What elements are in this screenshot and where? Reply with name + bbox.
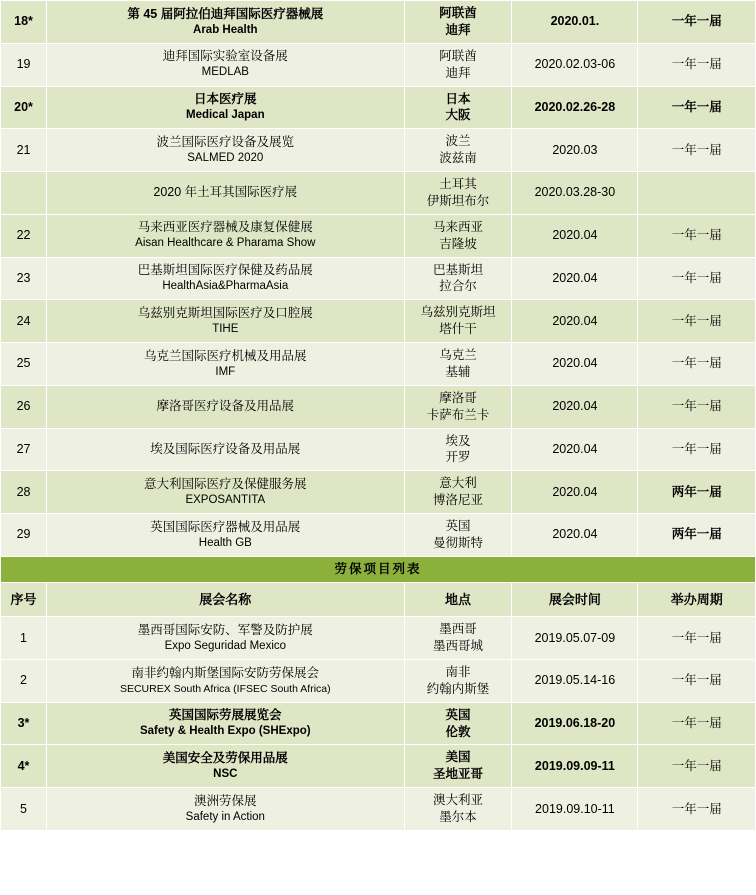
row-number: 28 [1,471,47,514]
exhibition-place: 马来西亚 吉隆坡 [404,214,512,257]
exhibition-date: 2020.04 [512,385,638,428]
exhibition-cycle: 一年一届 [638,214,756,257]
exhibition-name: 乌兹别克斯坦国际医疗及口腔展 TIHE [47,300,405,343]
row-number: 4* [1,745,47,788]
exhibition-place: 英国 伦敦 [404,702,512,745]
row-number: 23 [1,257,47,300]
exhibition-name: 英国国际医疗器械及用品展 Health GB [47,514,405,557]
row-number: 3* [1,702,47,745]
exhibition-cycle: 一年一届 [638,129,756,172]
exhibition-name: 第 45 届阿拉伯迪拜国际医疗器械展 Arab Health [47,1,405,44]
exhibition-name: 巴基斯坦国际医疗保健及药品展 HealthAsia&PharmaAsia [47,257,405,300]
exhibition-place: 日本 大阪 [404,86,512,129]
exhibition-date: 2019.05.07-09 [512,617,638,660]
table-row [1,129,756,172]
exhibition-date: 2020.02.03-06 [512,43,638,86]
exhibition-place: 土耳其 伊斯坦布尔 [404,172,512,215]
row-number: 22 [1,214,47,257]
exhibition-name: 澳洲劳保展 Safety in Action [47,788,405,831]
exhibition-place: 美国 圣地亚哥 [404,745,512,788]
exhibition-cycle: 一年一届 [638,617,756,660]
row-number: 29 [1,514,47,557]
exhibition-place: 意大利 博洛尼亚 [404,471,512,514]
table-row [1,471,756,514]
exhibition-name: 波兰国际医疗设备及展览 SALMED 2020 [47,129,405,172]
table-row [1,257,756,300]
exhibition-name: 南非约翰内斯堡国际安防劳保展会 SECUREX South Africa (IFSEC South Africa) [47,659,405,702]
exhibition-place: 乌兹别克斯坦 塔什干 [404,300,512,343]
exhibition-name: 英国国际劳展展览会 Safety & Health Expo (SHExpo) [47,702,405,745]
table-row [1,343,756,386]
exhibition-cycle: 一年一届 [638,1,756,44]
exhibition-name: 乌克兰国际医疗机械及用品展 IMF [47,343,405,386]
table-row [1,788,756,831]
table-row [1,172,756,215]
row-number: 5 [1,788,47,831]
exhibition-place: 南非 约翰内斯堡 [404,659,512,702]
exhibition-date: 2020.01. [512,1,638,44]
exhibition-date: 2020.04 [512,428,638,471]
table-row [1,659,756,702]
exhibition-place: 澳大利亚 墨尔本 [404,788,512,831]
table-row [1,43,756,86]
exhibition-place: 墨西哥 墨西哥城 [404,617,512,660]
exhibition-cycle: 一年一届 [638,43,756,86]
exhibition-date: 2020.04 [512,514,638,557]
row-number: 20* [1,86,47,129]
exhibition-cycle: 一年一届 [638,659,756,702]
row-number: 26 [1,385,47,428]
column-header-row [1,582,756,617]
exhibition-name: 墨西哥国际安防、军警及防护展 Expo Seguridad Mexico [47,617,405,660]
exhibition-cycle: 一年一届 [638,257,756,300]
exhibition-place: 埃及 开罗 [404,428,512,471]
table-row [1,385,756,428]
exhibition-date: 2020.04 [512,343,638,386]
column-header-1: 展会名称 [47,582,405,617]
row-number: 27 [1,428,47,471]
row-number: 25 [1,343,47,386]
row-number: 18* [1,1,47,44]
exhibition-place: 摩洛哥 卡萨布兰卡 [404,385,512,428]
exhibition-place: 波兰 波兹南 [404,129,512,172]
exhibition-place: 巴基斯坦 拉合尔 [404,257,512,300]
column-header-2: 地点 [404,582,512,617]
row-number: 19 [1,43,47,86]
exhibition-place: 英国 曼彻斯特 [404,514,512,557]
exhibition-date: 2020.03.28-30 [512,172,638,215]
table-row [1,1,756,44]
table-row [1,86,756,129]
exhibition-name: 摩洛哥医疗设备及用品展 [47,385,405,428]
exhibition-name: 迪拜国际实验室设备展 MEDLAB [47,43,405,86]
exhibition-cycle: 两年一届 [638,471,756,514]
table-row [1,617,756,660]
exhibition-date: 2019.09.10-11 [512,788,638,831]
exhibition-name: 日本医疗展 Medical Japan [47,86,405,129]
row-number: 2 [1,659,47,702]
row-number: 21 [1,129,47,172]
exhibition-cycle [638,172,756,215]
table-row [1,745,756,788]
exhibition-cycle: 一年一届 [638,343,756,386]
exhibition-cycle: 一年一届 [638,702,756,745]
column-header-0: 序号 [1,582,47,617]
exhibition-cycle: 一年一届 [638,300,756,343]
column-header-4: 举办周期 [638,582,756,617]
exhibition-date: 2019.06.18-20 [512,702,638,745]
table-row [1,428,756,471]
exhibition-cycle: 两年一届 [638,514,756,557]
exhibition-cycle: 一年一届 [638,428,756,471]
table-row [1,214,756,257]
exhibition-date: 2020.04 [512,257,638,300]
row-number: 24 [1,300,47,343]
exhibition-cycle: 一年一届 [638,788,756,831]
exhibition-name: 意大利国际医疗及保健服务展 EXPOSANTITA [47,471,405,514]
exhibition-date: 2020.04 [512,300,638,343]
exhibition-date: 2020.04 [512,214,638,257]
table-row [1,514,756,557]
section-band [1,556,756,582]
exhibition-cycle: 一年一届 [638,86,756,129]
exhibition-date: 2019.09.09-11 [512,745,638,788]
table-row [1,702,756,745]
exhibition-date: 2020.02.26-28 [512,86,638,129]
exhibition-place: 乌克兰 基辅 [404,343,512,386]
row-number [1,172,47,215]
table-row [1,300,756,343]
exhibition-cycle: 一年一届 [638,745,756,788]
exhibition-date: 2020.03 [512,129,638,172]
table-body [1,1,756,831]
exhibition-date: 2020.04 [512,471,638,514]
section-title: 劳保项目列表 [1,556,756,582]
exhibition-name: 马来西亚医疗器械及康复保健展 Aisan Healthcare & Pharama Show [47,214,405,257]
exhibition-place: 阿联酋 迪拜 [404,43,512,86]
exhibition-place: 阿联酋 迪拜 [404,1,512,44]
exhibition-name: 2020 年土耳其国际医疗展 [47,172,405,215]
exhibition-name: 埃及国际医疗设备及用品展 [47,428,405,471]
exhibition-cycle: 一年一届 [638,385,756,428]
row-number: 1 [1,617,47,660]
exhibition-date: 2019.05.14-16 [512,659,638,702]
exhibition-name: 美国安全及劳保用品展 NSC [47,745,405,788]
column-header-3: 展会时间 [512,582,638,617]
